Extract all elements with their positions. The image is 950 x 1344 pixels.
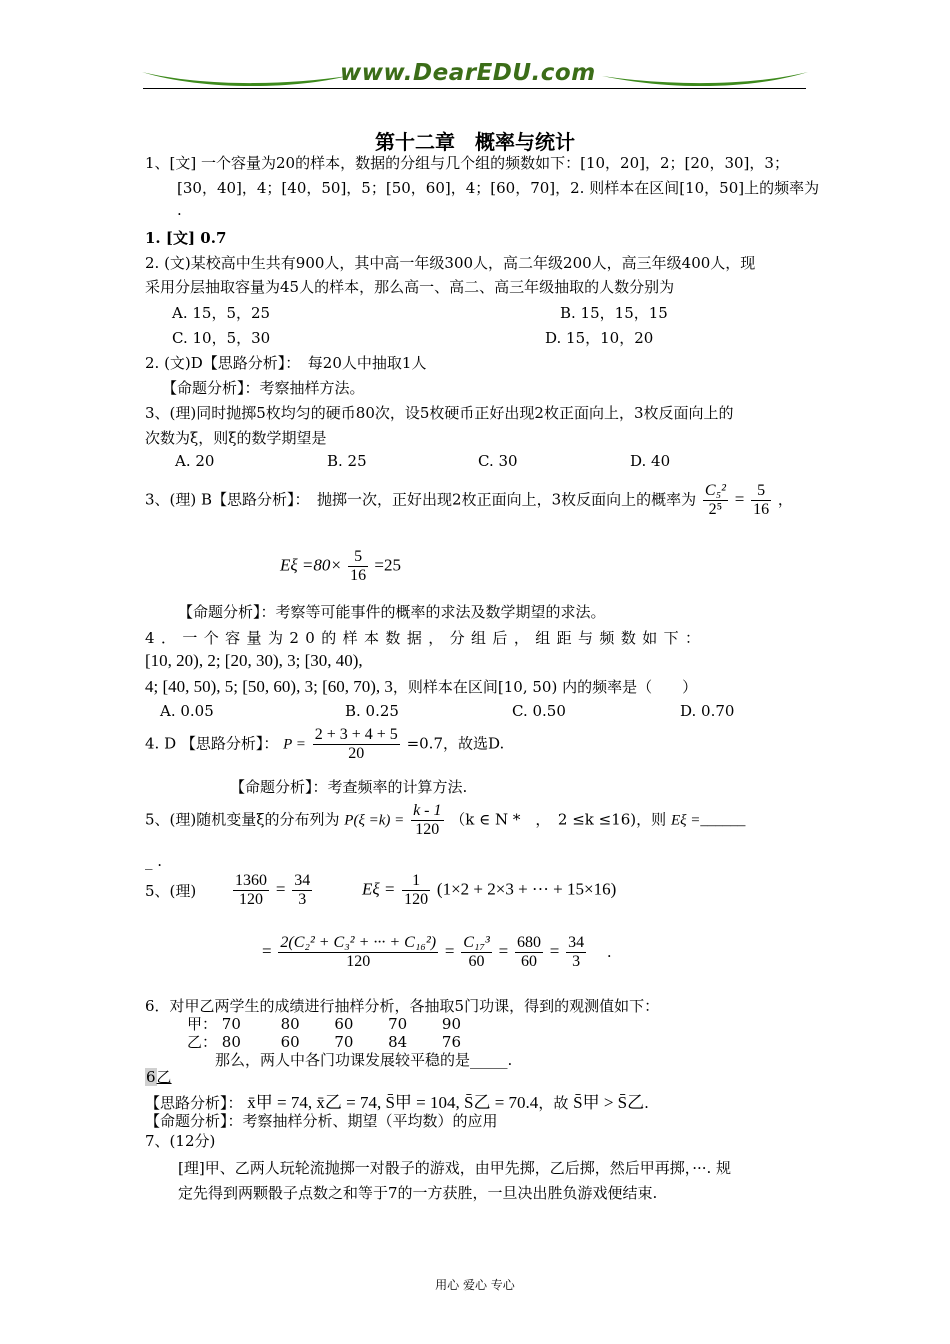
q4-line2: [10, 20), 2; [20, 30), 3; [30, 40),: [145, 651, 363, 670]
q5-answer-line1: [145, 872, 616, 909]
q6-question: 那么，两人中各门功课发展较平稳的是_____.: [215, 1051, 513, 1069]
q6-yi-score: 70: [334, 1033, 354, 1051]
q4-answer-fraction: [313, 726, 400, 763]
q5-ans-f1-den: 120: [233, 890, 269, 909]
q1-line3: .: [177, 201, 182, 219]
q5-ans-f3-num: 1: [412, 872, 421, 889]
q5-p-expr: P(ξ =k) =: [344, 812, 405, 829]
q6-jia-score: 90: [441, 1015, 462, 1033]
q3-expect-fraction: [348, 548, 368, 585]
q6-yi-score: 60: [280, 1033, 300, 1051]
q3-option-a: A. 20: [175, 452, 215, 470]
q5-ans2-f2-num: C₁₇³: [463, 934, 490, 951]
q2-line1: 2. (文)某校高中生共有900人，其中高一年级300人，高二年级200人，高三年级400人，现: [145, 254, 756, 272]
q3-eq: =: [734, 489, 745, 509]
q4-answer-post: =0.7，故选D.: [406, 734, 505, 753]
q5-ans2-f4-den: 3: [566, 952, 586, 971]
q6-jia-label: 甲：: [187, 1015, 218, 1033]
page-title: 第十二章 概率与统计: [375, 130, 575, 154]
q4-answer-num: 2 + 3 + 4 + 5: [314, 726, 398, 743]
q6-line1: 6．对甲乙两学生的成绩进行抽样分析，各抽取5门功课，得到的观测值如下：: [145, 997, 660, 1015]
q6-answer-box: 6: [146, 1068, 156, 1086]
q5-ans-f2-den: 3: [292, 890, 312, 909]
q4-answer-pre: 4. D 【思路分析】：: [145, 734, 279, 753]
q6-analysis-label: 【思路分析】：: [145, 1094, 243, 1112]
q5-ans-f3-den: 120: [404, 891, 429, 908]
q3-expect-num: 5: [354, 548, 363, 565]
q5-line2: _ .: [145, 852, 163, 870]
q2-analysis: 【命题分析】：考察抽样方法。: [162, 379, 365, 397]
q3-answer-line: [145, 482, 793, 519]
q4-line3-text: ，则样本在区间[10, 50) 内的频率是（ ）: [392, 678, 698, 696]
q4-option-a: A. 0.05: [160, 702, 214, 720]
q3-prob-fraction: [703, 482, 728, 519]
q3-answer-text: 3、(理) B【思路分析】： 抛掷一次，正好出现2枚正面向上，3枚反面向上的概率为: [145, 490, 697, 509]
q3-frac1-den: 2⁵: [703, 500, 728, 519]
q4-analysis: 【命题分析】：考查频率的计算方法.: [230, 778, 468, 796]
q5-ans-label: 5、(理): [145, 882, 197, 900]
q4-option-b: B. 0.25: [345, 702, 399, 720]
q5-ans2-f3-num: 680: [516, 934, 541, 951]
q6-yi-score: 84: [388, 1033, 408, 1051]
q5-answer-line2: = $\frac{\text{2(C₂² + C₃² + ··· + C₁₆²)}}{120}$ = $\frac{\text{C₁₇³}}{60}$ = $\frac{680}{60}$ = $\frac{34}{3}$ .: [262, 934, 612, 970]
page-footer: 用心 爱心 专心: [435, 1278, 515, 1292]
q3-option-b: B. 25: [327, 452, 367, 470]
q3-line1: 3、(理)同时抛掷5枚均匀的硬币80次，设5枚硬币正好出现2枚正面向上，3枚反面向上的: [145, 404, 734, 422]
q4-answer-p: P =: [283, 736, 306, 753]
q1-answer: 1. [文] 0.7: [145, 229, 227, 247]
q3-frac2-den: 16: [753, 501, 770, 518]
q3-comma: ，: [777, 490, 793, 509]
q3-frac1-num: C₅²: [704, 482, 726, 499]
q5-line1-pre: 5、(理)随机变量ξ的分布列为: [145, 810, 340, 829]
site-logo: www.DearEDU.com: [340, 60, 596, 86]
q3-expect-den: 16: [350, 567, 367, 584]
q5-ans2-end: .: [606, 942, 612, 961]
q5-tail: Eξ =______: [670, 812, 746, 829]
q4-line1: 4．一个容量为20的样本数据，分组后，组距与频数如下：: [145, 629, 707, 647]
q4-line3: [145, 676, 697, 697]
q6-answer-text: 乙: [156, 1068, 172, 1086]
q5-ans2-frac4: [566, 934, 586, 971]
q5-ans2-f2-den: 60: [461, 952, 492, 971]
q3-prob-value-fraction: [751, 482, 771, 519]
q6-analysis-cmp: S̄甲 > S̄乙: [573, 1093, 645, 1112]
q2-answer: 2. (文)D【思路分析】： 每20人中抽取1人: [145, 354, 427, 372]
q5-line1: [145, 802, 745, 839]
q5-ans2-f3-den: 60: [515, 952, 543, 971]
q6-yi-label: 乙：: [187, 1033, 218, 1051]
q5-ans2-f4-num: 34: [568, 934, 585, 951]
q3-option-c: C. 30: [478, 452, 518, 470]
q5-ans-eq1: =: [275, 879, 286, 899]
q3-option-d: D. 40: [630, 452, 671, 470]
q1-line1: 1、[文] 一个容量为20的样本，数据的分组与几个组的频数如下：[10，20]，2；[20，30]，3；: [145, 154, 789, 172]
q6-yi-score: 80: [221, 1033, 241, 1051]
q4-line3-math: 4; [40, 50), 5; [50, 60), 3; [60, 70), 3: [145, 677, 393, 696]
q7-line1: 7、(12分): [145, 1132, 216, 1150]
q6-analysis-math: x̄甲 = 74, x̄乙 = 74, S̄甲 = 104, S̄乙 = 70.4: [247, 1093, 539, 1112]
q5-dist-fraction: [411, 802, 443, 839]
q3-frac2-num: 5: [757, 482, 766, 499]
q7-line3: 定先得到两颗骰子点数之和等于7的一方获胜，一旦决出胜负游戏便结束.: [178, 1184, 658, 1202]
q2-line2: 采用分层抽取容量为45人的样本，那么高一、高二、高三年级抽取的人数分别为: [145, 278, 675, 296]
q4-answer: [145, 726, 504, 763]
q5-ans-f1-num: 1360: [235, 872, 268, 889]
q3-expect-rhs: =25: [374, 555, 401, 575]
q5-ans-frac3: [402, 872, 430, 909]
q5-ans2-frac2: [461, 934, 492, 971]
q5-dist-num: k - 1: [413, 802, 442, 819]
q6-answer: [145, 1066, 172, 1087]
q6-topic: 【命题分析】：考察抽样分析、期望（平均数）的应用: [145, 1112, 498, 1130]
q6-jia-score: 60: [334, 1015, 354, 1033]
q4-option-c: C. 0.50: [512, 702, 566, 720]
q7-line2: [理]甲、乙两人玩轮流抛掷一对骰子的游戏，由甲先掷，乙后掷，然后甲再掷，···. 规: [178, 1159, 732, 1177]
q5-ans2-f1-num: 2(C₂² + C₃² + ··· + C₁₆²): [280, 934, 437, 951]
q6-analysis-end: .: [644, 1094, 649, 1112]
q3-expectation: [280, 548, 401, 585]
q5-ans2-frac3: [515, 934, 543, 971]
q5-cond: （k ∈ N * ， 2 ≤k ≤16)，则: [450, 810, 667, 829]
q6-jia-score: 80: [280, 1015, 300, 1033]
q6-yi-score: 76: [441, 1033, 462, 1051]
q4-option-d: D. 0.70: [680, 702, 735, 720]
q5-ans-f2-num: 34: [294, 872, 311, 889]
q6-analysis-post: ，故: [538, 1094, 569, 1112]
q1-line2: [30，40]，4；[40，50]，5；[50，60]，4；[60，70]，2. 则样本在区间[10，50]上的频率为: [177, 179, 820, 197]
q5-ans-sum: (1×2 + 2×3 + ··· + 15×16): [436, 879, 617, 899]
q6-jia-score: 70: [221, 1015, 241, 1033]
q5-dist-den: 120: [411, 820, 443, 839]
q5-ans-frac2: [292, 872, 312, 909]
q2-option-d: D. 15，10，20: [545, 329, 654, 347]
q4-answer-den: 20: [313, 744, 400, 763]
q3-analysis: 【命题分析】：考察等可能事件的概率的求法及数学期望的求法。: [178, 603, 606, 621]
header-rule: [143, 88, 806, 89]
q5-ans-e: Eξ =: [361, 879, 396, 899]
q5-ans2-f1-den: 120: [278, 952, 438, 971]
q3-expect-lhs: Eξ =80×: [280, 555, 342, 575]
q2-option-c: C. 10，5，30: [172, 329, 271, 347]
q5-ans-frac1: [233, 872, 269, 909]
q5-ans2-frac1: [278, 934, 438, 971]
q3-line2: 次数为ξ，则ξ的数学期望是: [145, 429, 327, 447]
q5-ans2-eq: =: [262, 941, 272, 961]
q2-option-b: B. 15，15，15: [560, 304, 668, 322]
q6-jia-score: 70: [388, 1015, 408, 1033]
q2-option-a: A. 15，5，25: [172, 304, 271, 322]
